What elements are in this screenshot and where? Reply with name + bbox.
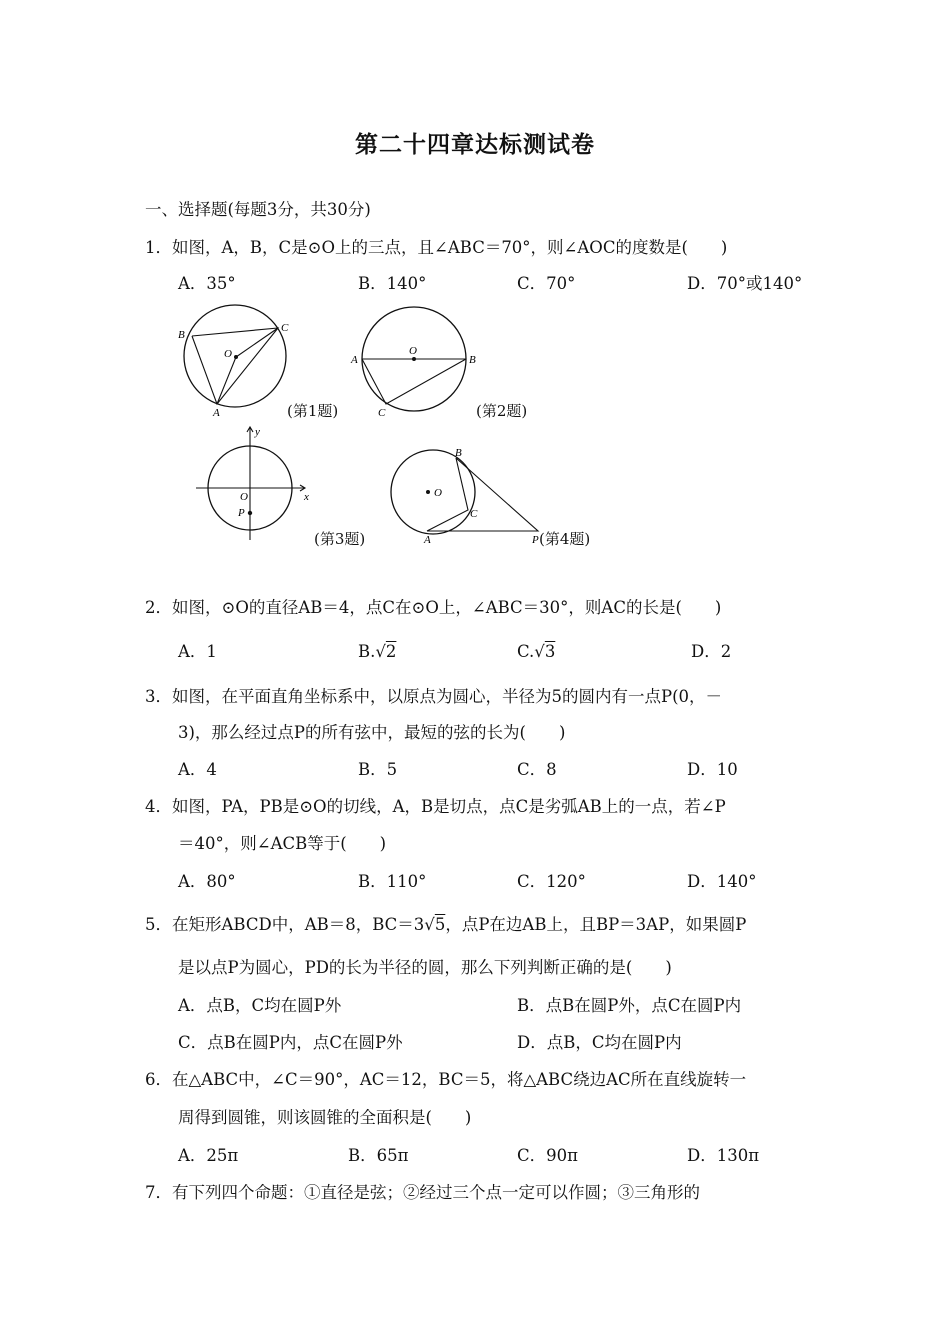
figure-3-diagram: [190, 422, 320, 547]
fig1-label-o: O: [224, 348, 232, 360]
page-title: 第二十四章达标测试卷: [355, 132, 595, 158]
question-5-line-2: 是以点P为圆心，PD的长为半径的圆，那么下列判断正确的是( ): [178, 958, 672, 977]
fig3-label-p: P: [238, 507, 245, 519]
figure-2-caption: (第2题): [476, 402, 528, 420]
question-4-line-1: 4．如图，PA，PB是⊙O的切线，A，B是切点，点C是劣弧AB上的一点，若∠P: [145, 797, 726, 816]
q4-option-b: B．110°: [358, 872, 427, 891]
figure-4-caption: (第4题): [539, 530, 591, 548]
fig3-label-x: x: [304, 491, 309, 503]
q3-option-c: C．8: [517, 760, 557, 779]
fig1-label-c: C: [281, 322, 289, 334]
q3-option-a: A．4: [178, 760, 217, 779]
q1-option-a: A．35°: [178, 274, 236, 293]
fig2-label-a: A: [351, 354, 358, 366]
fig4-label-b: B: [455, 447, 462, 459]
q4-option-c: C．120°: [517, 872, 586, 891]
fig4-label-p: P: [532, 534, 539, 546]
q2-option-d: D．2: [691, 642, 732, 661]
fig1-label-b: B: [178, 329, 185, 341]
q6-option-c: C．90π: [517, 1146, 578, 1165]
figure-3-caption: (第3题): [314, 530, 366, 548]
q1-option-c: C．70°: [517, 274, 576, 293]
fig3-label-o: O: [240, 491, 248, 503]
q3-option-d: D．10: [687, 760, 738, 779]
figure-1-diagram: [170, 300, 300, 420]
q6-option-d: D．130π: [687, 1146, 760, 1165]
q5-option-c: C．点B在圆P内，点C在圆P外: [178, 1033, 403, 1052]
section-heading: 一、选择题(每题3分，共30分): [145, 200, 371, 219]
fig2-label-o: O: [409, 345, 417, 357]
q5-option-a: A．点B，C均在圆P外: [178, 996, 342, 1015]
q2-option-b: B.√2: [358, 642, 397, 661]
question-7-line-1: 7．有下列四个命题：①直径是弦；②经过三个点一定可以作圆；③三角形的: [145, 1183, 700, 1202]
question-2: 2．如图，⊙O的直径AB＝4，点C在⊙O上，∠ABC＝30°，则AC的长是( ): [145, 598, 722, 617]
fig4-label-c: C: [470, 508, 478, 520]
question-4-line-2: ＝40°，则∠ACB等于( ): [178, 834, 387, 853]
q2-option-a: A．1: [178, 642, 217, 661]
fig1-label-a: A: [213, 407, 220, 419]
figure-4-diagram: [380, 442, 550, 552]
fig4-label-a: A: [424, 534, 431, 546]
fig2-label-c: C: [378, 407, 386, 419]
q5-option-d: D．点B，C均在圆P内: [517, 1033, 682, 1052]
question-6-line-2: 周得到圆锥，则该圆锥的全面积是( ): [178, 1108, 472, 1127]
fig4-label-o: O: [434, 487, 442, 499]
q1-option-d: D．70°或140°: [687, 274, 803, 293]
q6-option-b: B．65π: [348, 1146, 409, 1165]
q2-option-c: C.√3: [517, 642, 556, 661]
q1-option-b: B．140°: [358, 274, 427, 293]
q3-option-b: B．5: [358, 760, 398, 779]
question-3-line-2: 3)，那么经过点P的所有弦中，最短的弦的长为( ): [178, 723, 566, 742]
question-3-line-1: 3．如图，在平面直角坐标系中，以原点为圆心，半径为5的圆内有一点P(0，－: [145, 687, 723, 706]
q4-option-a: A．80°: [178, 872, 236, 891]
figure-2-diagram: [345, 300, 485, 420]
fig2-label-b: B: [469, 354, 476, 366]
q4-option-d: D．140°: [687, 872, 757, 891]
figure-1-caption: (第1题): [287, 402, 339, 420]
question-1: 1．如图，A，B，C是⊙O上的三点，且∠ABC＝70°，则∠AOC的度数是( ): [145, 238, 728, 257]
question-5-line-1: 5．在矩形ABCD中，AB＝8，BC＝3√5，点P在边AB上，且BP＝3AP，如果圆P: [145, 915, 747, 934]
q6-option-a: A．25π: [178, 1146, 239, 1165]
fig3-label-y: y: [255, 426, 260, 438]
q5-option-b: B．点B在圆P外，点C在圆P内: [517, 996, 742, 1015]
question-6-line-1: 6．在△ABC中，∠C＝90°，AC＝12，BC＝5，将△ABC绕边AC所在直线旋转一: [145, 1070, 747, 1089]
